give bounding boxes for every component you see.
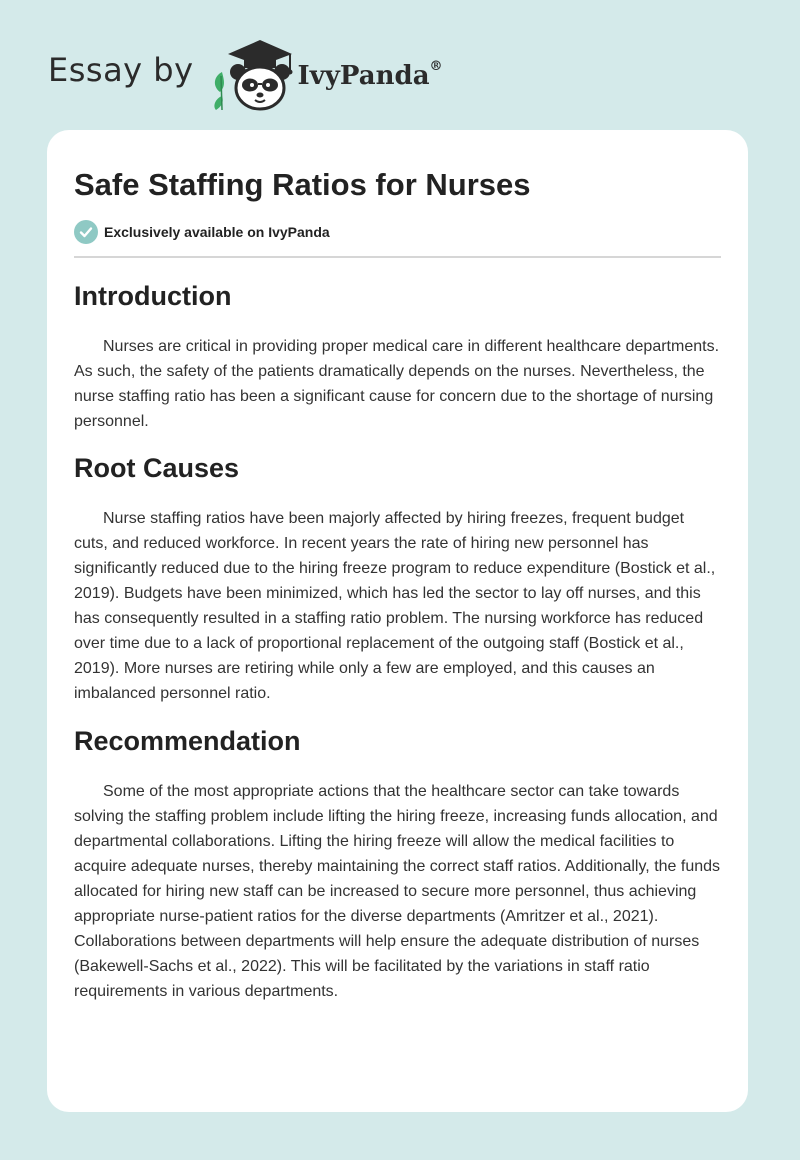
- section-paragraph-recommendation: Some of the most appropriate actions that the healthcare sector can take towards solving the staffing problem include lifting the hiring freeze, increasing funds allocation, and departmental collaborations. Lifting the hiring freeze will allow the medical facilities to acquire adequate nurses, thereby maintaining the correct staff ratios. Additionally, the funds allocated for hiring new staff can be increased to secure more personnel, thus achieving appropriate nurse-patient ratios for the diverse departments (Amritzer et al., 2021). Collaborations between departments will help ensure the adequate distribution of nurses (Bakewell-Sachs et al., 2022). This will be facilitated by the variations in staff ratio requirements in various departments.: [74, 783, 721, 1000]
- exclusive-badge: [74, 220, 721, 244]
- title-divider: [74, 256, 721, 258]
- essay-card: [47, 130, 748, 1112]
- brand-logo[interactable]: [48, 36, 443, 112]
- exclusive-badge-label: Exclusively available on IvyPanda: [104, 224, 330, 240]
- panda-mascot-icon: [210, 36, 296, 112]
- brand-name: IvyPanda®: [297, 59, 443, 91]
- registered-mark: ®: [429, 59, 443, 74]
- page-title: Safe Staffing Ratios for Nurses: [74, 167, 531, 202]
- section-paragraph-root-causes: Nurse staffing ratios have been majorly affected by hiring freezes, frequent budget cuts, and reduced workforce. In recent years the rate of hiring new personnel has significantly reduced due to the hiring freeze program to reduce expenditure (Bostick et al., 2019). Budgets have been minimized, which has led the sector to lay off nurses, and this has consequently resulted in a staffing ratio problem. The nursing workforce has reduced over time due to a lack of proportional replacement of the outgoing staff (Bostick et al., 2019). More nurses are retiring while only a few are employed, and this causes an imbalanced personnel ratio.: [74, 510, 716, 702]
- check-circle-icon: [74, 220, 98, 244]
- section-paragraph-introduction: Nurses are critical in providing proper medical care in different healthcare departments. As such, the safety of the patients dramatically depends on the nurses. Nevertheless, the nurse staffing ratio has been a significant cause for concern due to the shortage of nursing personnel.: [74, 338, 720, 430]
- brand-prefix: Essay by: [48, 51, 194, 89]
- section-heading-root-causes: Root Causes: [74, 453, 240, 483]
- section-heading-recommendation: Recommendation: [74, 726, 301, 756]
- section-heading-introduction: Introduction: [74, 281, 232, 311]
